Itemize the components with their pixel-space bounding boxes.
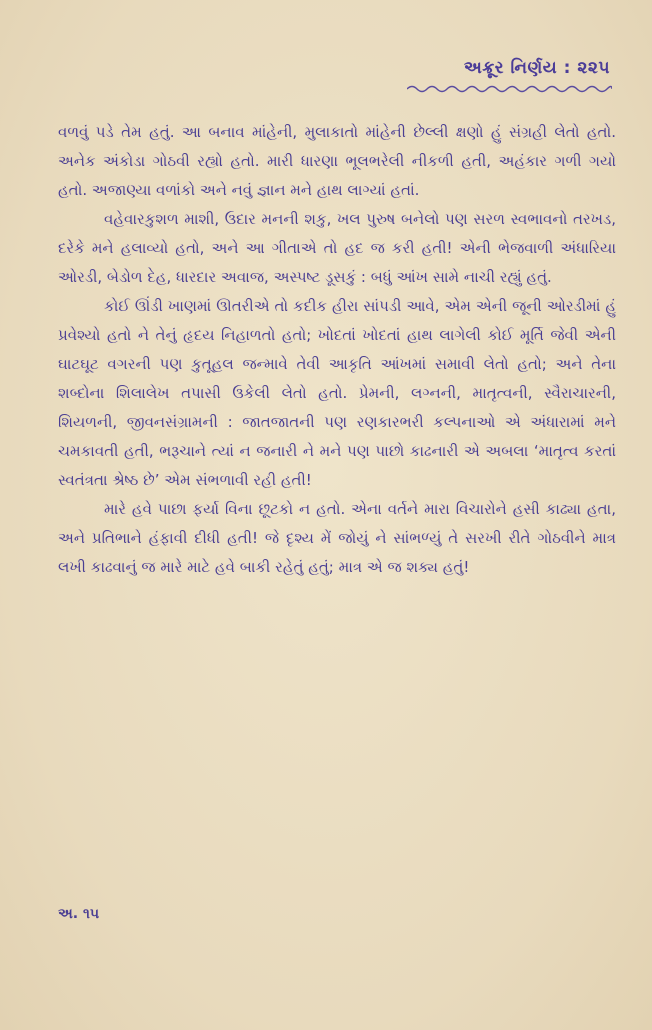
paragraph-2: વહેવારકુશળ માશી, ઉદાર મનની શકુ, ખલ પુરુષ બનેલો પણ સરળ સ્વભાવનો તરખડ, દરેકે મને હલાવ્યો હતો, અને આ ગીતાએ તો હદ જ કરી હતી! એની ભેજવાળી અંધારિયા ઓરડી, બેડોળ દેહ, ધારદાર અવાજ, અસ્પષ્ટ ડૂસકું : બધું આંખ સામે નાચી રહ્યું હતું. — [58, 210, 616, 286]
paragraph-4: મારે હવે પાછા ફર્યા વિના છૂટકો ન હતો. એના વર્તને મારા વિચારોને હસી કાઢ્યા હતા, અને પ્રતિભાને હંફાવી દીધી હતી! જે દૃશ્ય મેં જોયું ને સાંભળ્યું તે સરખી રીતે ગોઠવીને માત્ર લખી કાઢવાનું જ મારે માટે હવે બાકી રહેતું હતું; માત્ર એ જ શક્ય હતું! — [58, 500, 616, 576]
body-text — [58, 118, 616, 582]
signature-mark: અ. ૧૫ — [58, 906, 100, 922]
header-wavy-rule — [407, 84, 612, 94]
paragraph-1: વળવું પડે તેમ હતું. આ બનાવ માંહેની, મુલાકાતો માંહેની છેલ્લી ક્ષણો હું સંગ્રહી લેતો હતો. અનેક અંકોડા ગોઠવી રહ્યો હતો. મારી ધારણા ભૂલભરેલી નીકળી હતી, અહંકાર ગળી ગયો હતો. અજાણ્યા વળાંકો અને નવું જ્ઞાન મને હાથ લાગ્યાં હતાં. — [58, 123, 616, 199]
running-header: અક્રૂર નિર્ણય : ૨૨૫ — [463, 58, 610, 78]
paragraph-3: કોઈ ઊંડી ખાણમાં ઊતરીએ તો કદીક હીરા સાંપડી આવે, એમ એની જૂની ઓરડીમાં હું પ્રવેશ્યો હતો ને તેનું હૃદય નિહાળતો હતો; ખોદતાં ખોદતાં હાથ લાગેલી કોઈ મૂર્તિ જેવી એની ઘાટઘૂટ વગરની પણ કુતૂહલ જન્માવે તેવી આકૃતિ આંખમાં સમાવી લેતો હતો; અને તેના શબ્દોના શિલાલેખ તપાસી ઉકેલી લેતો હતો. પ્રેમની, લગ્નની, માતૃત્વની, સ્વૈરાચારની, શિયળની, જીવનસંગ્રામની : જાતજાતની પણ રણકારભરી કલ્પનાઓ એ અંધારામાં મને ચમકાવતી હતી, ભરૂચાને ત્યાં ન જનારી ને મને પણ પાછો કાઢનારી એ અબલા ‘માતૃત્વ કરતાં સ્વતંત્રતા શ્રેષ્ઠ છે’ એમ સંભળાવી રહી હતી! — [58, 297, 616, 489]
